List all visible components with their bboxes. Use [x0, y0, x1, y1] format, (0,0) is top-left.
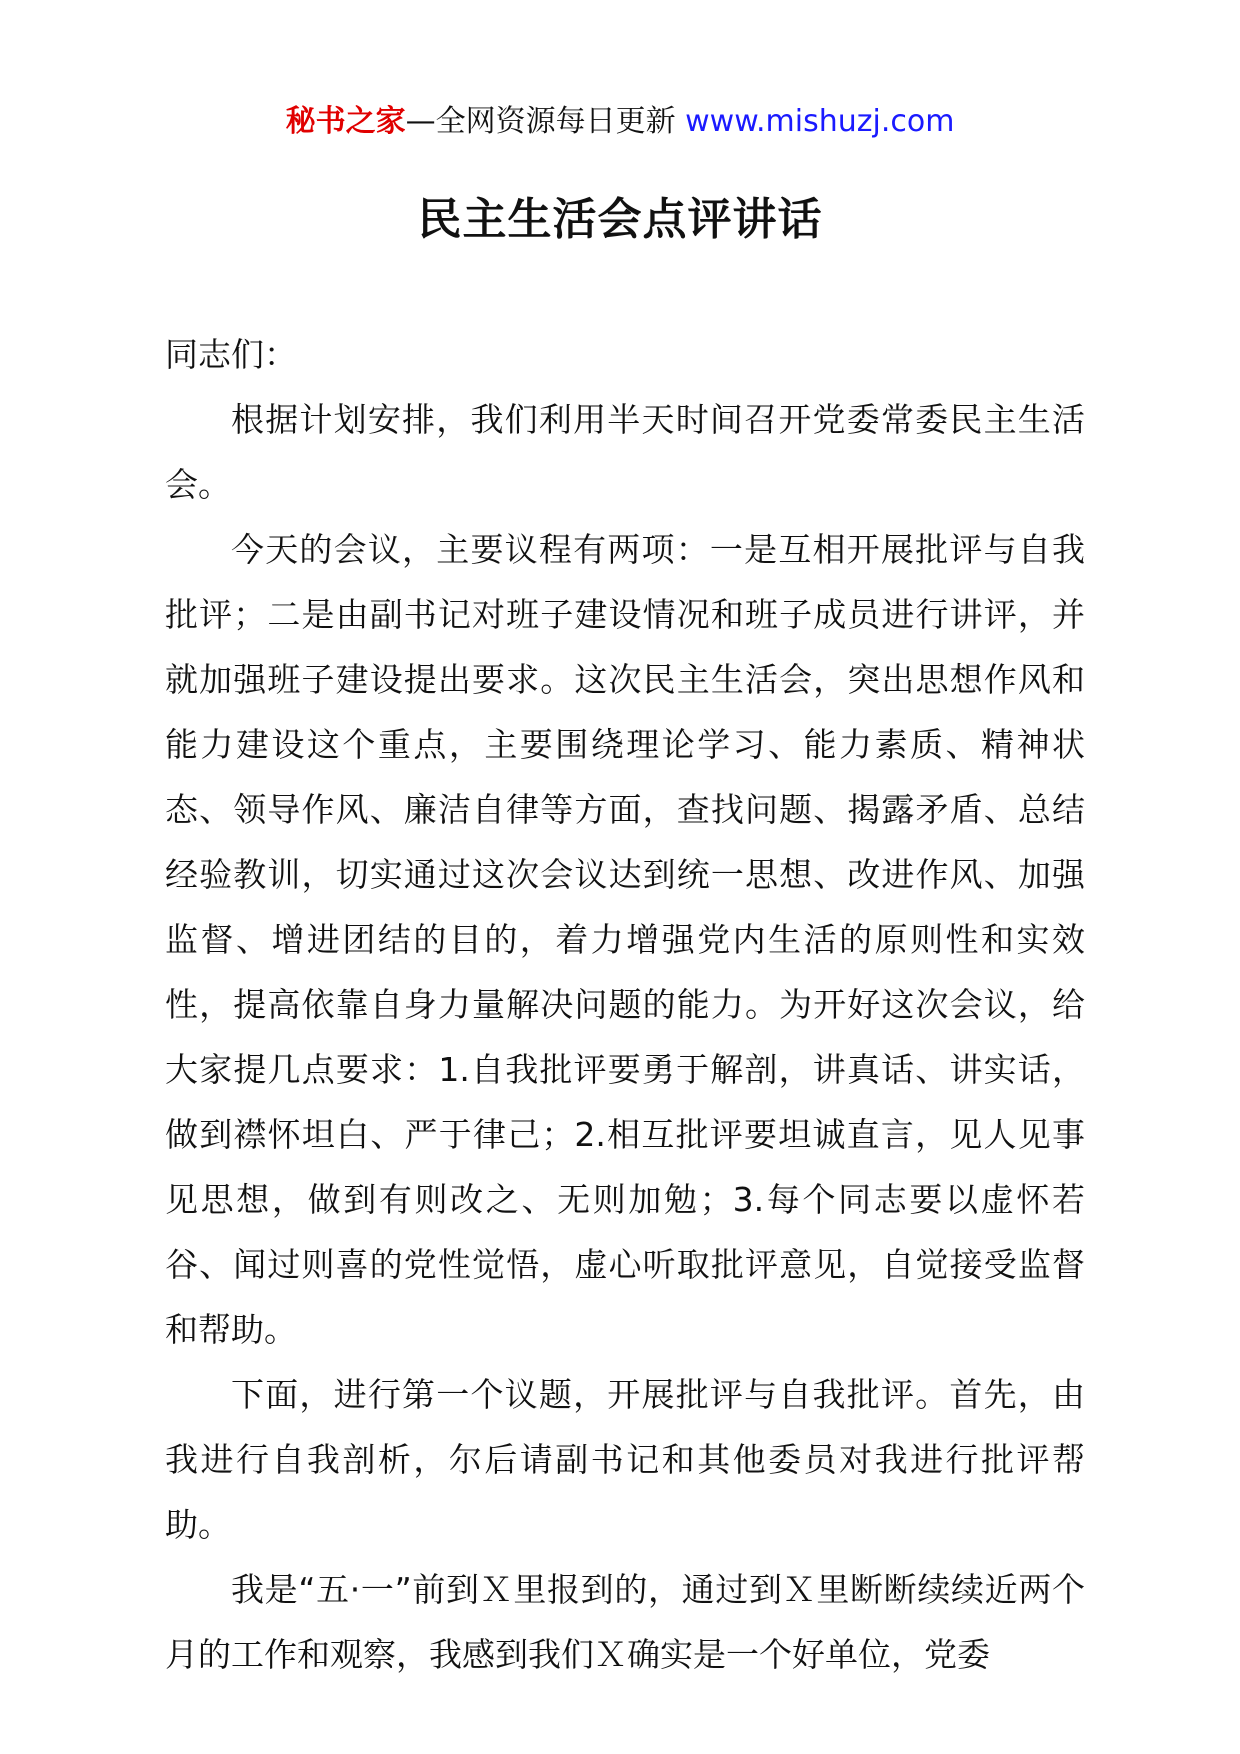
- salutation: 同志们：: [165, 335, 297, 374]
- site-header: [0, 100, 1240, 144]
- paragraph-3: 下面，进行第一个议题，开展批评与自我批评。首先，由我进行自我剖析，尔后请副书记和其他委员对我进行批评帮助。: [165, 1375, 1085, 1544]
- paragraph-4: 我是“五·一”前到Ｘ里报到的，通过到Ｘ里断断续续近两个月的工作和观察，我感到我们Ｘ确实是一个好单位，党委: [165, 1570, 1085, 1674]
- document-body: [165, 322, 1085, 1687]
- paragraph-1: 根据计划安排，我们利用半天时间召开党委常委民主生活会。: [165, 400, 1085, 504]
- paragraph-2: 今天的会议，主要议程有两项：一是互相开展批评与自我批评；二是由副书记对班子建设情况和班子成员进行讲评，并就加强班子建设提出要求。这次民主生活会，突出思想作风和能力建设这个重点，主要围绕理论学习、能力素质、精神状态、领导作风、廉洁自律等方面，查找问题、揭露矛盾、总结经验教训，切实通过这次会议达到统一思想、改进作风、加强监督、增进团结的目的，着力增强党内生活的原则性和实效性，提高依靠自身力量解决问题的能力。为开好这次会议，给大家提几点要求：1.自我批评要勇于解剖，讲真话、讲实话，做到襟怀坦白、严于律己；2.相互批评要坦诚直言，见人见事见思想，做到有则改之、无则加勉；3.每个同志要以虚怀若谷、闻过则喜的党性觉悟，虚心听取批评意见，自觉接受监督和帮助。: [165, 530, 1085, 1349]
- document-title: 民主生活会点评讲话: [417, 194, 823, 245]
- header-tagline: —全网资源每日更新: [405, 104, 686, 139]
- brand-name: 秘书之家: [285, 104, 406, 139]
- site-url-link[interactable]: www.mishuzj.com: [685, 104, 955, 139]
